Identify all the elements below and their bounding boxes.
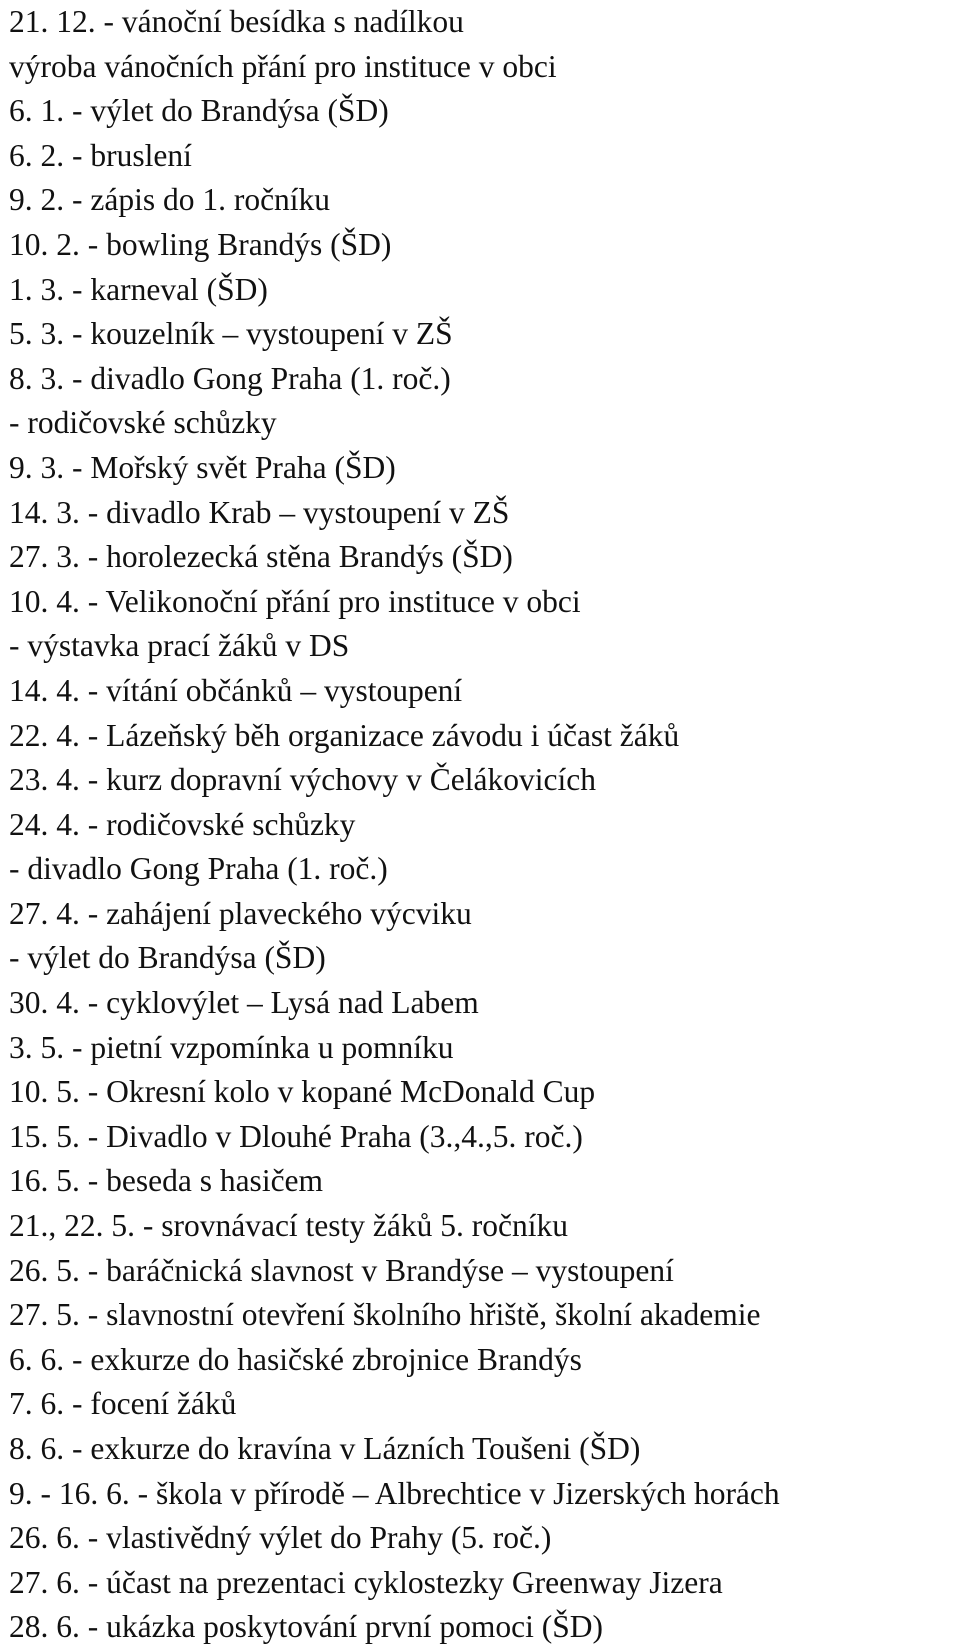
- event-line: 22. 4. - Lázeňský běh organizace závodu i účast žáků: [9, 717, 680, 753]
- event-line: 21. 12. - vánoční besídka s nadílkou: [9, 4, 464, 39]
- event-line: 15. 5. - Divadlo v Dlouhé Praha (3.,4.,5. roč.): [9, 1118, 583, 1154]
- event-line: 24. 4. - rodičovské schůzky: [9, 806, 356, 842]
- event-line: 5. 3. - kouzelník – vystoupení v ZŠ: [9, 316, 453, 352]
- event-line: 27. 6. - účast na prezentaci cyklostezky Greenway Jizera: [9, 1564, 723, 1600]
- event-line: 27. 5. - slavnostní otevření školního hřiště, školní akademie: [9, 1297, 761, 1333]
- event-line: 9. 2. - zápis do 1. ročníku: [9, 182, 331, 218]
- event-line: 16. 5. - beseda s hasičem: [9, 1163, 324, 1199]
- event-line: 9. - 16. 6. - škola v přírodě – Albrechtice v Jizerských horách: [9, 1475, 780, 1511]
- event-line: 28. 6. - ukázka poskytování první pomoci (ŠD): [9, 1609, 604, 1645]
- event-line: 10. 4. - Velikonoční přání pro instituce v obci: [9, 583, 581, 619]
- event-line: 27. 3. - horolezecká stěna Brandýs (ŠD): [9, 539, 513, 575]
- event-line: - výstavka prací žáků v DS: [9, 628, 350, 664]
- event-line: 10. 5. - Okresní kolo v kopané McDonald Cup: [9, 1074, 596, 1110]
- event-line: 3. 5. - pietní vzpomínka u pomníku: [9, 1029, 454, 1065]
- event-line: 6. 6. - exkurze do hasičské zbrojnice Brandýs: [9, 1341, 582, 1377]
- event-line: výroba vánočních přání pro instituce v obci: [9, 48, 557, 84]
- event-line: 26. 5. - baráčnická slavnost v Brandýse – vystoupení: [9, 1252, 674, 1288]
- event-line: 26. 6. - vlastivědný výlet do Prahy (5. roč.): [9, 1520, 552, 1556]
- event-line: 27. 4. - zahájení plaveckého výcviku: [9, 895, 472, 931]
- event-line: 6. 2. - bruslení: [9, 137, 192, 173]
- event-line: - divadlo Gong Praha (1. roč.): [9, 851, 388, 887]
- event-line: 14. 4. - vítání občánků – vystoupení: [9, 672, 463, 708]
- event-line: 10. 2. - bowling Brandýs (ŠD): [9, 226, 392, 262]
- event-line: 1. 3. - karneval (ŠD): [9, 271, 268, 307]
- event-line: - rodičovské schůzky: [9, 405, 277, 441]
- event-line: 14. 3. - divadlo Krab – vystoupení v ZŠ: [9, 494, 510, 530]
- event-line: 9. 3. - Mořský svět Praha (ŠD): [9, 449, 396, 485]
- event-line: - výlet do Brandýsa (ŠD): [9, 940, 326, 976]
- event-line: 30. 4. - cyklovýlet – Lysá nad Labem: [9, 985, 479, 1021]
- event-line: 6. 1. - výlet do Brandýsa (ŠD): [9, 93, 389, 129]
- event-line: 8. 6. - exkurze do kravína v Lázních Toušeni (ŠD): [9, 1431, 641, 1466]
- event-line: 23. 4. - kurz dopravní výchovy v Čelákovicích: [9, 762, 596, 798]
- event-line: 21., 22. 5. - srovnávací testy žáků 5. ročníku: [9, 1208, 568, 1244]
- event-line: 7. 6. - focení žáků: [9, 1386, 237, 1422]
- event-line: 8. 3. - divadlo Gong Praha (1. roč.): [9, 360, 451, 396]
